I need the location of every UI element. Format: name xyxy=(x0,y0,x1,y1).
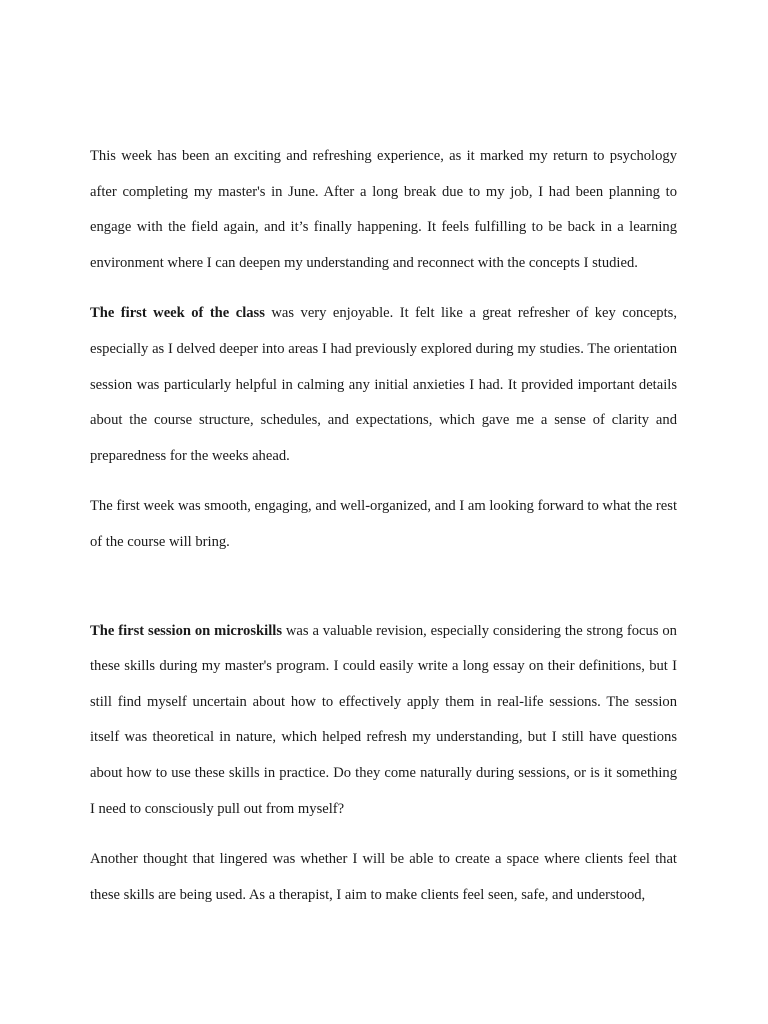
paragraph-text: Another thought that lingered was whether I will be able to create a space where clients feel that these skills are being used. As a therapist, I aim to make clients feel seen, safe, and understood, xyxy=(90,851,677,903)
paragraph-intro xyxy=(90,139,677,281)
paragraph-client-space xyxy=(90,842,677,913)
paragraph-microskills xyxy=(90,614,677,828)
paragraph-text: The first week was smooth, engaging, and well-organized, and I am looking forward to what the rest of the course will bring. xyxy=(90,498,677,550)
paragraph-lead: The first session on microskills xyxy=(90,622,282,639)
paragraph-first-week xyxy=(90,296,677,474)
paragraph-text: was very enjoyable. It felt like a great refresher of key concepts, especially as I delved deeper into areas I had previously explored during my studies. The orientation session was particularly helpful in calming any initial anxieties I had. It provided important details about the course structure, schedules, and expectations, which gave me a sense of clarity and preparedness for the weeks ahead. xyxy=(90,305,677,464)
paragraph-text: was a valuable revision, especially considering the strong focus on these skills during my master's program. I could easily write a long essay on their definitions, but I still find myself uncertain about how to effectively apply them in real-life sessions. The session itself was theoretical in nature, which helped refresh my understanding, but I still have questions about how to use these skills in practice. Do they come naturally during sessions, or is it something I need to consciously pull out from myself? xyxy=(90,622,677,817)
paragraph-lead: The first week of the class xyxy=(90,305,265,322)
paragraph-text: This week has been an exciting and refreshing experience, as it marked my return to psychology after completing my master's in June. After a long break due to my job, I had been planning to engage with the field again, and it’s finally happening. It feels fulfilling to be back in a learning environment where I can deepen my understanding and reconnect with the concepts I studied. xyxy=(90,148,677,271)
paragraph-summary xyxy=(90,489,677,560)
document-page xyxy=(90,139,677,928)
